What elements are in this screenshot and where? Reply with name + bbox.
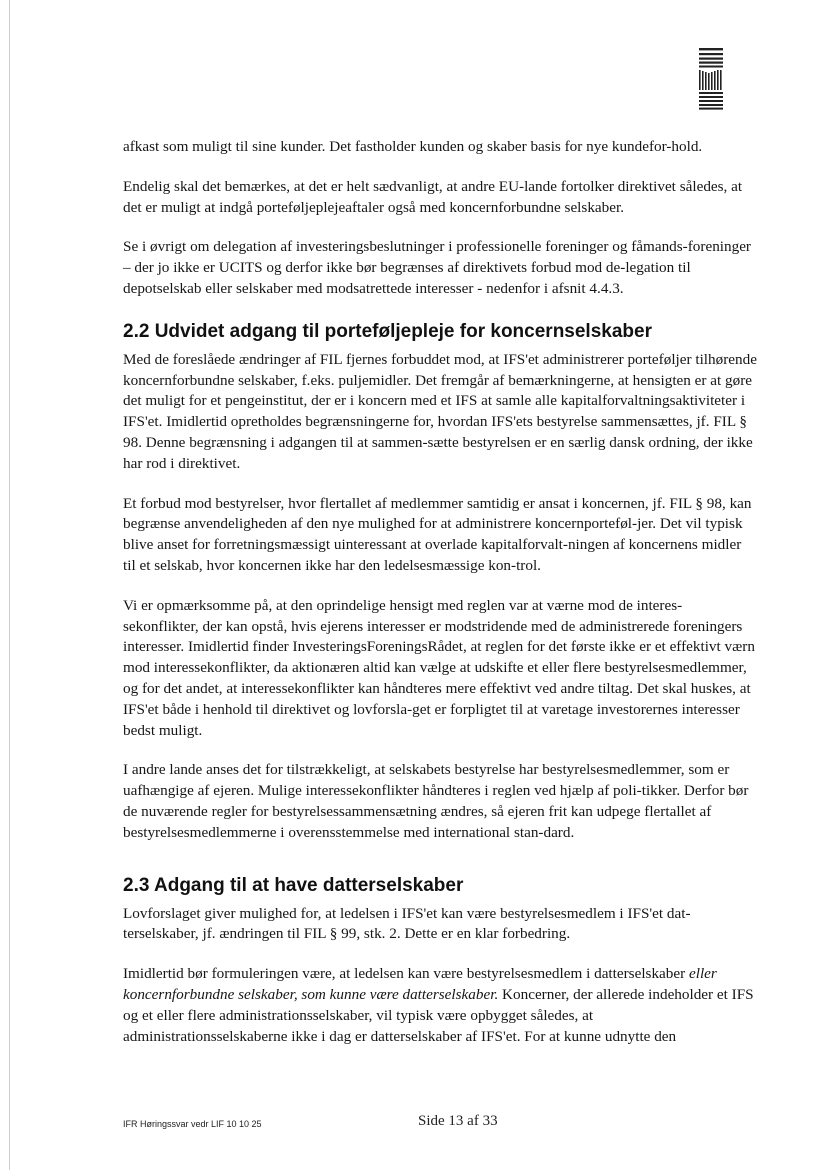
section-heading-2-2: 2.2 Udvidet adgang til porteføljepleje for koncernselskaber [123, 320, 652, 342]
section-heading-2-3: 2.3 Adgang til at have datterselskaber [123, 874, 464, 896]
paragraph-2-3-2-italic: eller koncernforbundne selskaber, som kunne være datterselskaber. [123, 965, 717, 1003]
organization-logo-icon [697, 48, 725, 110]
paragraph-2-2-4: I andre lande anses det for tilstrækkeligt, at selskabets bestyrelse har bestyrelsesmedlemmer, som er uafhængige af ejeren. Mulige interessekonflikter håndteres i reglen ved hjælp af poli-tikker. Derfor bør de nuværende regler for bestyrelsessammensætning ændres, så ejeren frit kan udpege flertallet af bestyrelsesmedlemmerne i overensstemmelse med international stan-dard. [123, 761, 749, 841]
footer-document-reference: IFR Høringssvar vedr LIF 10 10 25 [123, 1119, 262, 1129]
paragraph-2-2-1: Med de foreslåede ændringer af FIL fjernes forbuddet mod, at IFS'et administrerer porteføljer tilhørende koncernforbundne selskaber, f.eks. puljemidler. Det fremgår af bemærkningerne, at hensigten er at gøre det muligt for et pengeinstitut, der er i koncern med et IFS at samle alle kapitalforvaltningsaktiviteter i IFS'et. Imidlertid opretholdes begrænsningerne for, hvordan IFS'ets bestyrelse sammensættes, jf. FIL § 98. Denne begrænsning i adgangen til at sammen-sætte bestyrelsen er en særlig dansk ordning, der ikke har rod i direktivet. [123, 350, 757, 472]
paragraph-2-3-2 [123, 964, 757, 1047]
paragraph-2-3-2-end: Koncerner, der allerede indeholder et IFS og et eller flere administrationsselskaber, vil typisk være opbygget således, at administrationsselskaberne ikke i dag er datterselskaber af IFS'et. For at kunne udnytte den [123, 985, 754, 1045]
paragraph-2-2-2: Et forbud mod bestyrelser, hvor flertallet af medlemmer samtidig er ansat i koncernen, jf. FIL § 98, kan begrænse anvendeligheden af den nye mulighed for at administrere koncernporteføl-jer. Det vil typisk blive anset for forretningsmæssigt uinteressant at overlade kapitalforvalt-ningen af koncernens midler til et selskab, hvor koncernen ikke har den ledelsesmæssige kon-trol. [123, 494, 752, 574]
scan-edge-line [9, 0, 10, 1170]
footer-page-number: Side 13 af 33 [418, 1113, 498, 1129]
paragraph-continuation: afkast som muligt til sine kunder. Det fastholder kunden og skaber basis for nye kundefor-hold. [123, 138, 703, 155]
paragraph-2-3-1: Lovforslaget giver mulighed for, at ledelsen i IFS'et kan være bestyrelsesmedlem i IFS'et dat-terselskaber, jf. ændringen til FIL § 99, stk. 2. Dette er en klar forbedring. [123, 904, 691, 943]
document-body [123, 137, 757, 1066]
paragraph-2-2-3: Vi er opmærksomme på, at den oprindelige hensigt med reglen var at værne mod de interes-sekonflikter, der kan opstå, hvis ejerens interesser er modstridende med de administrerede foreningers interesser. Imidlertid finder InvesteringsForeningsRådet, at reglen for det første ikke er et effektivt værn mod interessekonflikter, da aktionæren altid kan vælge at udskifte et eller flere bestyrelsesmedlemmer, og for det andet, at interessekonflikter kan håndteres mere effektivt ved andre tiltag. Det skal huskes, at IFS'et både i henhold til direktivet og lovforsla-get er forpligtet til at varetage investorernes interesser bedst muligt. [123, 596, 755, 739]
paragraph-eu-interpretation: Endelig skal det bemærkes, at det er helt sædvanligt, at andre EU-lande fortolker direktivet således, at det er muligt at indgå porteføljeplejeaftaler også med koncernforbundne selskaber. [123, 177, 743, 216]
paragraph-2-3-2-start: Imidlertid bør formuleringen være, at ledelsen kan være bestyrelsesmedlem i datterselskaber [123, 965, 686, 983]
paragraph-delegation-reference: Se i øvrigt om delegation af investeringsbeslutninger i professionelle foreninger og fåmands-foreninger – der jo ikke er UCITS og derfor ikke bør begrænses af direktivets forbud mod de-legation til depotselskab eller selskaber med modsatrettede interesser - nedenfor i afsnit 4.4.3. [123, 238, 751, 297]
